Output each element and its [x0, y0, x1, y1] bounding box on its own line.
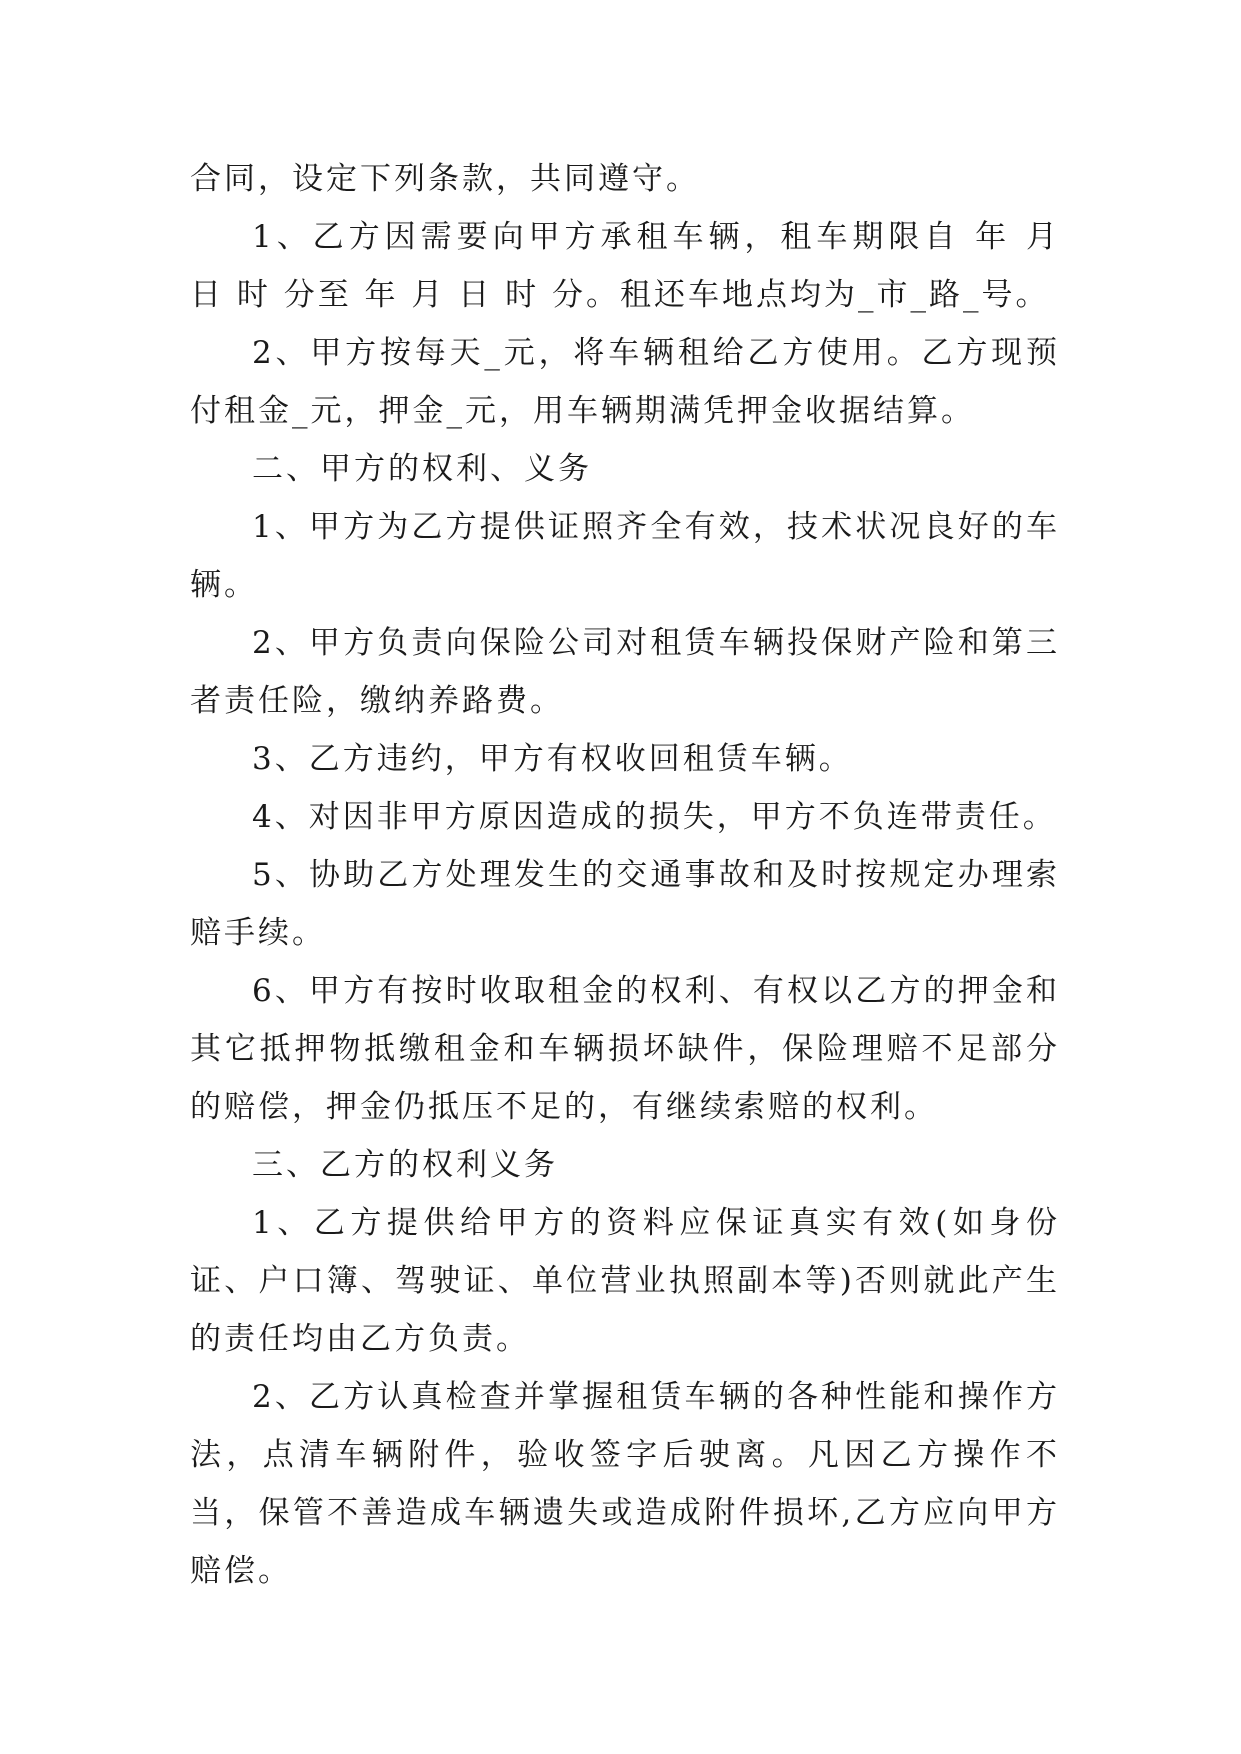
paragraph-7: 4、对因非甲方原因造成的损失，甲方不负连带责任。: [252, 799, 1057, 835]
document-body: [190, 150, 1073, 1600]
paragraph-1: 1、乙方因需要向甲方承租车辆，租车期限自 年 月 日 时 分至 年 月 日 时 分。租还车地点均为_市_路_号。: [190, 219, 1073, 313]
paragraph-9: 6、甲方有按时收取租金的权利、有权以乙方的押金和其它抵押物抵缴租金和车辆损坏缺件，保险理赔不足部分的赔偿，押金仍抵压不足的，有继续索赔的权利。: [190, 973, 1060, 1125]
paragraph-2: 2、甲方按每天_元，将车辆租给乙方使用。乙方现预付租金_元，押金_元，用车辆期满凭押金收据结算。: [190, 335, 1060, 429]
paragraph-12: 2、乙方认真检查并掌握租赁车辆的各种性能和操作方法，点清车辆附件，验收签字后驶离。凡因乙方操作不当，保管不善造成车辆遗失或造成附件损坏,乙方应向甲方赔偿。: [190, 1379, 1060, 1589]
paragraph-0: 合同，设定下列条款，共同遵守。: [190, 161, 700, 197]
paragraph-6: 3、乙方违约，甲方有权收回租赁车辆。: [252, 741, 853, 777]
paragraph-8: 5、协助乙方处理发生的交通事故和及时按规定办理索赔手续。: [190, 857, 1060, 951]
paragraph-4: 1、甲方为乙方提供证照齐全有效，技术状况良好的车辆。: [190, 509, 1060, 603]
paragraph-11: 1、乙方提供给甲方的资料应保证真实有效(如身份证、户口簿、驾驶证、单位营业执照副本等)否则就此产生的责任均由乙方负责。: [190, 1205, 1060, 1357]
section-heading-party-a: 二、甲方的权利、义务: [252, 451, 592, 487]
section-heading-party-b: 三、乙方的权利义务: [252, 1147, 558, 1183]
paragraph-5: 2、甲方负责向保险公司对租赁车辆投保财产险和第三者责任险，缴纳养路费。: [190, 625, 1060, 719]
